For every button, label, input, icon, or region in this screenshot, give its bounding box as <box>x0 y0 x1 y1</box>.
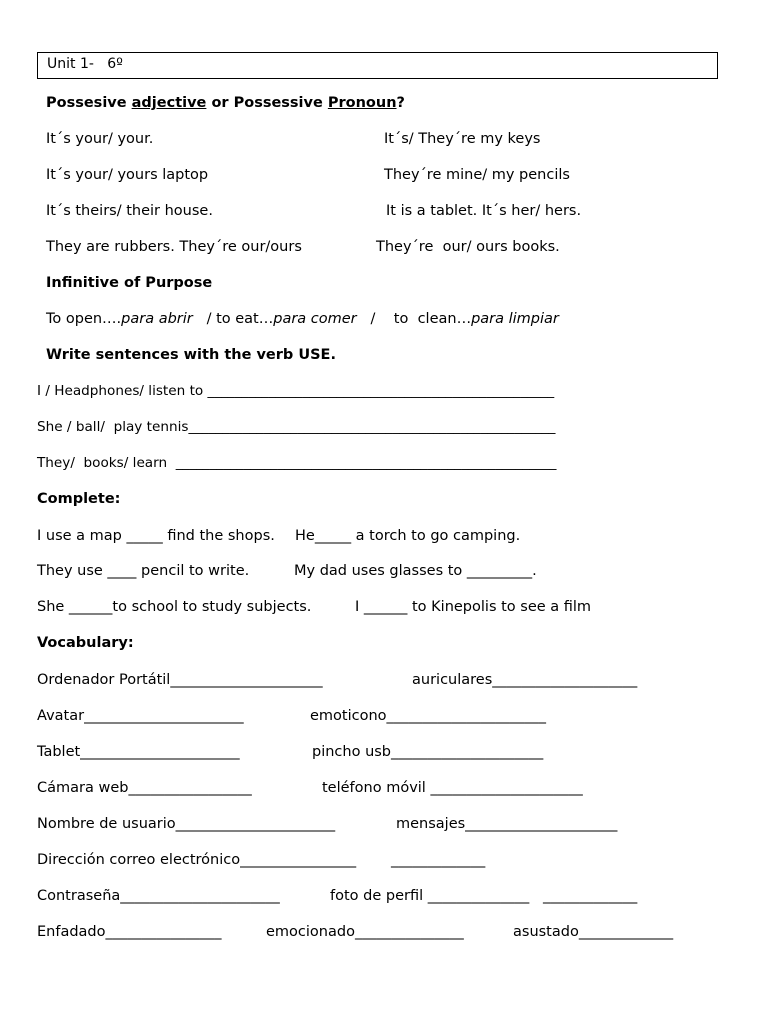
header-box <box>37 52 718 79</box>
vocab-item: Contraseña______________________ <box>37 888 280 904</box>
possessive-right-3: It is a tablet. It´s her/ hers. <box>386 203 582 219</box>
possessive-left-1: It´s your/ your. <box>46 131 154 147</box>
vocab-item: Enfadado________________ <box>37 924 222 940</box>
possessive-right-1: It´s/ They´re my keys <box>384 131 541 147</box>
complete-left-2: They use ____ pencil to write. <box>37 563 250 579</box>
vocab-item: pincho usb_____________________ <box>312 744 544 760</box>
vocab-item: Nombre de usuario______________________ <box>37 816 336 832</box>
vocab-item: auriculares____________________ <box>412 672 638 688</box>
vocab-item: mensajes_____________________ <box>396 816 618 832</box>
possessive-title: Possesive adjective or Possessive Pronoun? <box>46 95 405 111</box>
possessive-left-4: They are rubbers. They´re our/ours <box>46 239 302 255</box>
vocab-item: foto de perfil ______________ _____________ <box>330 888 638 904</box>
vocab-item: Cámara web_________________ <box>37 780 252 796</box>
unit-label: Unit 1- <box>47 56 94 72</box>
vocab-item: Dirección correo electrónico________________ <box>37 852 357 868</box>
vocab-item: asustado_____________ <box>513 924 674 940</box>
possessive-right-4: They´re our/ ours books. <box>376 239 560 255</box>
vocab-item: _____________ <box>391 852 486 868</box>
use-title: Write sentences with the verb USE. <box>46 347 336 363</box>
possessive-right-2: They´re mine/ my pencils <box>384 167 570 183</box>
vocab-item: Ordenador Portátil_____________________ <box>37 672 323 688</box>
complete-left-1: I use a map _____ find the shops. <box>37 528 275 544</box>
vocab-item: Avatar______________________ <box>37 708 244 724</box>
complete-right-2: My dad uses glasses to _________. <box>294 563 537 579</box>
infinitive-examples: To open….para abrir / to eat…para comer / to clean…para limpiar <box>46 311 559 327</box>
vocab-item: emoticono______________________ <box>310 708 547 724</box>
use-sentence-3: They/ books/ learn ________________________________________________________ <box>37 455 557 471</box>
possessive-left-2: It´s your/ yours laptop <box>46 167 209 183</box>
possessive-left-3: It´s theirs/ their house. <box>46 203 213 219</box>
complete-left-3: She ______to school to study subjects. <box>37 599 312 615</box>
complete-right-1: He_____ a torch to go camping. <box>295 528 521 544</box>
vocab-item: emocionado_______________ <box>266 924 464 940</box>
vocab-item: Tablet______________________ <box>37 744 240 760</box>
use-sentence-2: She / ball/ play tennis______________________________________________________ <box>37 419 556 435</box>
grade-label: 6º <box>107 56 123 72</box>
use-sentence-1: I / Headphones/ listen to ___________________________________________________ <box>37 383 555 399</box>
vocab-item: teléfono móvil _____________________ <box>322 780 583 796</box>
complete-title: Complete: <box>37 491 121 507</box>
infinitive-title: Infinitive of Purpose <box>46 275 213 291</box>
vocabulary-title: Vocabulary: <box>37 635 134 651</box>
complete-right-3: I ______ to Kinepolis to see a film <box>355 599 592 615</box>
